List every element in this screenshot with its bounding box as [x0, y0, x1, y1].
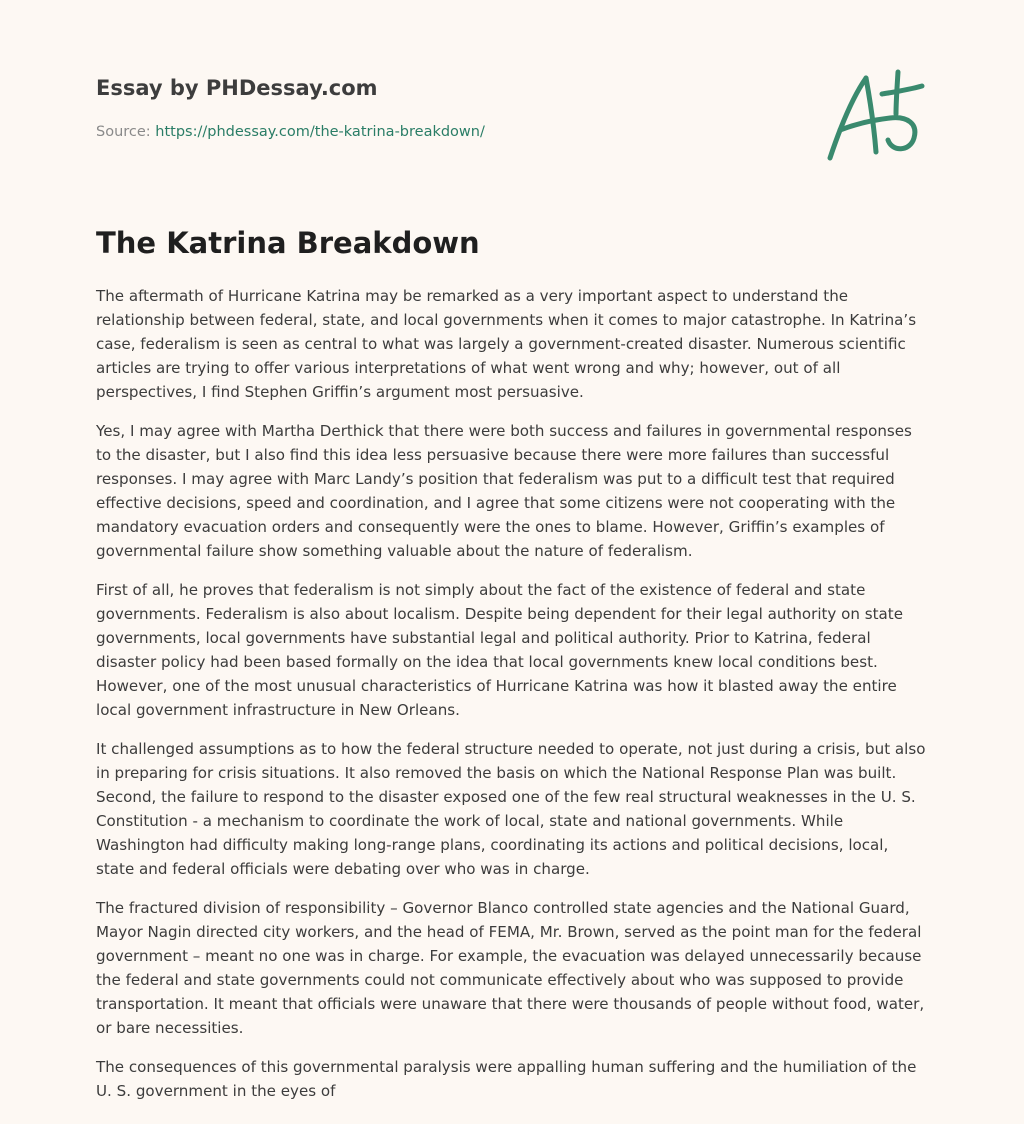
site-brand: Essay by PHDessay.com — [96, 76, 378, 100]
source-link[interactable]: https://phdessay.com/the-katrina-breakdown/ — [155, 124, 485, 140]
essay-body — [96, 284, 930, 1118]
essay-title: The Katrina Breakdown — [96, 226, 480, 260]
essay-paragraph: The aftermath of Hurricane Katrina may be remarked as a very important aspect to understand the relationship between federal, state, and local governments when it comes to major catastrophe. In Katrina’s case, federalism is seen as central to what was largely a government-created disaster. Numerous scientific articles are trying to offer various interpretations of what went wrong and why; however, out of all perspectives, I find Stephen Griffin’s argument most persuasive. — [96, 287, 917, 401]
essay-paragraph: It challenged assumptions as to how the federal structure needed to operate, not just during a crisis, but also in preparing for crisis situations. It also removed the basis on which the National Response Plan was built. Second, the failure to respond to the disaster exposed one of the few real structural weaknesses in the U. S. Constitution - a mechanism to coordinate the work of local, state and national governments. While Washington had difficulty making long-range plans, coordinating its actions and political decisions, local, state and federal officials were debating over who was in charge. — [96, 740, 926, 878]
source-label: Source: — [96, 124, 151, 140]
essay-paragraph: The consequences of this governmental paralysis were appalling human suffering and the humiliation of the U. S. government in the eyes of — [96, 1058, 917, 1100]
essay-paragraph: The fractured division of responsibility – Governor Blanco controlled state agencies and the National Guard, Mayor Nagin directed city workers, and the head of FEMA, Mr. Brown, served as the point man for the federal government – meant no one was in charge. For example, the evacuation was delayed unnecessarily because the federal and state governments could not communicate effectively about who was supposed to provide transportation. It meant that officials were unaware that there were thousands of people without food, water, or bare necessities. — [96, 899, 925, 1037]
essay-paragraph: First of all, he proves that federalism is not simply about the fact of the existence of federal and state governments. Federalism is also about localism. Despite being dependent for their legal authority on state governments, local governments have substantial legal and political authority. Prior to Katrina, federal disaster policy had been based formally on the idea that local governments knew local conditions best. However, one of the most unusual characteristics of Hurricane Katrina was how it blasted away the entire local government infrastructure in New Orleans. — [96, 581, 903, 719]
source-line — [96, 124, 485, 140]
essay-paragraph: Yes, I may agree with Martha Derthick that there were both success and failures in governmental responses to the disaster, but I also find this idea less persuasive because there were more failures than successful responses. I may agree with Marc Landy’s position that federalism was put to a difficult test that required effective decisions, speed and coordination, and I agree that some citizens were not cooperating with the mandatory evacuation orders and consequently were the ones to blame. However, Griffin’s examples of governmental failure show something valuable about the nature of federalism. — [96, 422, 912, 560]
a-plus-logo-icon — [826, 68, 926, 164]
